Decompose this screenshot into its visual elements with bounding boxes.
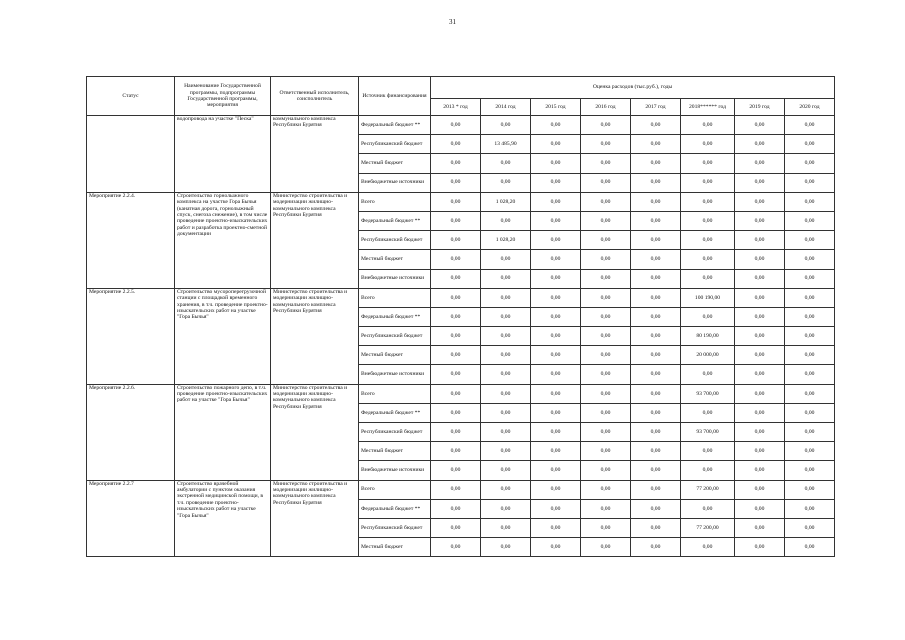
executor-cell: Министерство строительства и модернизации жилищно-коммунального комплекса Республики Бурятия [271,384,359,480]
value-cell: 0,00 [581,442,631,461]
value-cell: 0,00 [431,384,481,403]
value-cell: 0,00 [735,135,785,154]
executor-cell: коммунального комплекса Республики Бурятия [271,116,359,193]
source-cell: Республиканский бюджет [359,327,431,346]
header-year: 2017 год [631,99,681,116]
value-cell: 0,00 [735,307,785,326]
value-cell: 0,00 [481,307,531,326]
value-cell: 0,00 [631,192,681,211]
value-cell: 0,00 [735,116,785,135]
value-cell: 0,00 [581,346,631,365]
value-cell: 0,00 [735,423,785,442]
value-cell: 0,00 [531,461,581,480]
value-cell: 0,00 [581,499,631,518]
value-cell: 0,00 [735,173,785,192]
value-cell: 0,00 [431,538,481,557]
value-cell: 0,00 [431,442,481,461]
value-cell: 0,00 [431,192,481,211]
value-cell: 0,00 [481,442,531,461]
value-cell: 0,00 [581,269,631,288]
value-cell: 0,00 [581,403,631,422]
value-cell: 0,00 [581,461,631,480]
value-cell: 0,00 [681,365,735,384]
executor-cell: Министерство строительства и модернизации жилищно-коммунального комплекса Республики Бурятия [271,192,359,288]
table-body [87,116,835,557]
header-year: 2020 год [785,99,835,116]
value-cell: 0,00 [581,327,631,346]
value-cell: 0,00 [481,499,531,518]
value-cell: 0,00 [681,116,735,135]
value-cell: 0,00 [785,231,835,250]
value-cell: 0,00 [531,423,581,442]
value-cell: 0,00 [735,154,785,173]
source-cell: Республиканский бюджет [359,231,431,250]
value-cell: 0,00 [735,480,785,499]
value-cell: 0,00 [631,480,681,499]
value-cell: 0,00 [481,384,531,403]
value-cell: 0,00 [631,154,681,173]
value-cell: 77 200,00 [681,518,735,537]
value-cell: 0,00 [681,499,735,518]
value-cell: 0,00 [631,173,681,192]
value-cell: 0,00 [631,346,681,365]
source-cell: Внебюджетные источники [359,173,431,192]
value-cell: 0,00 [431,518,481,537]
source-cell: Всего [359,480,431,499]
value-cell: 0,00 [785,135,835,154]
value-cell: 0,00 [681,442,735,461]
value-cell: 0,00 [785,346,835,365]
source-cell: Местный бюджет [359,250,431,269]
value-cell: 0,00 [785,423,835,442]
value-cell: 0,00 [631,538,681,557]
value-cell: 0,00 [431,499,481,518]
value-cell: 0,00 [531,288,581,307]
status-cell: Мероприятие 2.2.4. [87,192,175,288]
value-cell: 0,00 [431,116,481,135]
header-year: 2019 год [735,99,785,116]
value-cell: 0,00 [431,365,481,384]
value-cell: 20 000,00 [681,346,735,365]
value-cell: 0,00 [735,403,785,422]
value-cell: 0,00 [531,518,581,537]
value-cell: 0,00 [631,365,681,384]
value-cell: 0,00 [431,327,481,346]
value-cell: 0,00 [481,288,531,307]
value-cell: 0,00 [631,250,681,269]
value-cell: 0,00 [581,538,631,557]
value-cell: 0,00 [631,327,681,346]
value-cell: 0,00 [785,154,835,173]
value-cell: 0,00 [631,307,681,326]
value-cell: 0,00 [431,480,481,499]
value-cell: 0,00 [631,499,681,518]
value-cell: 0,00 [785,288,835,307]
value-cell: 0,00 [631,288,681,307]
value-cell: 0,00 [581,231,631,250]
value-cell: 0,00 [785,365,835,384]
value-cell: 0,00 [735,518,785,537]
table-row [87,288,835,307]
header-year: 2013 * год [431,99,481,116]
value-cell: 0,00 [785,461,835,480]
value-cell: 0,00 [481,423,531,442]
value-cell: 0,00 [531,307,581,326]
value-cell: 0,00 [481,538,531,557]
name-cell: Строительство мусороперегрузочной станции с площадкой временного хранения, в т.ч. проведение проектно-изыскательских работ на участке "Гора Бычья" [175,288,271,384]
value-cell: 0,00 [531,365,581,384]
value-cell: 80 190,00 [681,327,735,346]
value-cell: 0,00 [531,346,581,365]
value-cell: 0,00 [481,403,531,422]
name-cell: Строительство пожарного депо, в т.ч. проведение проектно-изыскательских работ на участке "Гора Бычья" [175,384,271,480]
value-cell: 0,00 [581,288,631,307]
value-cell: 0,00 [481,461,531,480]
value-cell: 0,00 [735,499,785,518]
value-cell: 0,00 [681,403,735,422]
value-cell: 0,00 [785,192,835,211]
value-cell: 0,00 [531,403,581,422]
source-cell: Внебюджетные источники [359,269,431,288]
value-cell: 0,00 [681,461,735,480]
value-cell: 0,00 [735,384,785,403]
table-row [87,116,835,135]
header-executor: Ответственный исполнитель, соисполнитель [271,77,359,116]
value-cell: 0,00 [531,211,581,230]
value-cell: 0,00 [481,250,531,269]
value-cell: 0,00 [785,327,835,346]
value-cell: 100 190,00 [681,288,735,307]
source-cell: Внебюджетные источники [359,461,431,480]
value-cell: 0,00 [681,154,735,173]
source-cell: Федеральный бюджет ** [359,499,431,518]
value-cell: 0,00 [631,384,681,403]
header-estimate: Оценка расходов (тыс.руб.), годы [431,77,835,99]
status-cell: Мероприятие 2.2.7 [87,480,175,557]
value-cell: 0,00 [531,250,581,269]
source-cell: Всего [359,192,431,211]
value-cell: 0,00 [431,173,481,192]
value-cell: 0,00 [785,384,835,403]
value-cell: 1 028,20 [481,192,531,211]
value-cell: 0,00 [631,442,681,461]
value-cell: 0,00 [431,288,481,307]
header-year: 2016 год [581,99,631,116]
value-cell: 0,00 [481,518,531,537]
value-cell: 0,00 [481,269,531,288]
status-cell: Мероприятие 2.2.5. [87,288,175,384]
value-cell: 0,00 [431,154,481,173]
value-cell: 0,00 [735,538,785,557]
value-cell: 0,00 [581,518,631,537]
value-cell: 0,00 [785,250,835,269]
table-row [87,192,835,211]
source-cell: Местный бюджет [359,442,431,461]
value-cell: 0,00 [735,250,785,269]
source-cell: Всего [359,384,431,403]
value-cell: 0,00 [481,173,531,192]
value-cell: 0,00 [581,250,631,269]
value-cell: 0,00 [431,269,481,288]
value-cell: 0,00 [581,384,631,403]
value-cell: 0,00 [735,442,785,461]
value-cell: 0,00 [481,211,531,230]
value-cell: 0,00 [681,538,735,557]
value-cell: 0,00 [431,211,481,230]
source-cell: Республиканский бюджет [359,518,431,537]
value-cell: 0,00 [531,154,581,173]
value-cell: 0,00 [735,231,785,250]
value-cell: 0,00 [581,365,631,384]
value-cell: 0,00 [785,480,835,499]
value-cell: 0,00 [431,423,481,442]
value-cell: 0,00 [531,480,581,499]
value-cell: 0,00 [631,135,681,154]
value-cell: 0,00 [785,173,835,192]
value-cell: 0,00 [785,518,835,537]
value-cell: 0,00 [581,173,631,192]
value-cell: 0,00 [735,269,785,288]
value-cell: 1 028,20 [481,231,531,250]
value-cell: 0,00 [431,346,481,365]
name-cell: водопровода на участке "Песка" [175,116,271,193]
value-cell: 0,00 [481,365,531,384]
executor-cell: Министерство строительства и модернизации жилищно-коммунального комплекса Республики Бурятия [271,288,359,384]
value-cell: 0,00 [431,250,481,269]
value-cell: 0,00 [681,135,735,154]
value-cell: 0,00 [431,403,481,422]
value-cell: 0,00 [581,154,631,173]
value-cell: 0,00 [631,269,681,288]
source-cell: Внебюджетные источники [359,365,431,384]
value-cell: 0,00 [531,135,581,154]
table-row [87,384,835,403]
value-cell: 0,00 [681,307,735,326]
value-cell: 0,00 [581,192,631,211]
value-cell: 0,00 [785,211,835,230]
value-cell: 0,00 [785,269,835,288]
source-cell: Местный бюджет [359,346,431,365]
value-cell: 93 700,00 [681,384,735,403]
source-cell: Местный бюджет [359,154,431,173]
value-cell: 0,00 [681,211,735,230]
header-name: Наименование Государственной программы, подпрограммы Государственной программы, мероприятия [175,77,271,116]
source-cell: Федеральный бюджет ** [359,211,431,230]
value-cell: 0,00 [631,518,681,537]
value-cell: 0,00 [681,231,735,250]
value-cell: 0,00 [581,307,631,326]
value-cell: 0,00 [785,116,835,135]
value-cell: 0,00 [481,154,531,173]
value-cell: 0,00 [531,538,581,557]
source-cell: Местный бюджет [359,538,431,557]
value-cell: 0,00 [631,423,681,442]
value-cell: 0,00 [631,461,681,480]
source-cell: Федеральный бюджет ** [359,307,431,326]
value-cell: 0,00 [735,365,785,384]
value-cell: 0,00 [531,499,581,518]
value-cell: 0,00 [681,250,735,269]
value-cell: 0,00 [531,116,581,135]
value-cell: 0,00 [481,116,531,135]
header-year: 2015 год [531,99,581,116]
source-cell: Федеральный бюджет ** [359,116,431,135]
expenditure-table [86,76,835,557]
status-cell: Мероприятие 2.2.6. [87,384,175,480]
value-cell: 0,00 [581,116,631,135]
value-cell: 0,00 [735,211,785,230]
value-cell: 0,00 [581,135,631,154]
page-number: 31 [449,18,456,26]
source-cell: Всего [359,288,431,307]
value-cell: 0,00 [431,231,481,250]
value-cell: 0,00 [531,269,581,288]
value-cell: 0,00 [481,346,531,365]
value-cell: 0,00 [735,327,785,346]
value-cell: 0,00 [785,538,835,557]
value-cell: 0,00 [735,346,785,365]
value-cell: 0,00 [481,327,531,346]
value-cell: 0,00 [785,442,835,461]
header-year: 2018****** год [681,99,735,116]
value-cell: 0,00 [681,192,735,211]
source-cell: Республиканский бюджет [359,135,431,154]
value-cell: 77 200,00 [681,480,735,499]
value-cell: 13 485,90 [481,135,531,154]
value-cell: 0,00 [785,499,835,518]
value-cell: 0,00 [681,269,735,288]
value-cell: 0,00 [631,211,681,230]
value-cell: 0,00 [531,384,581,403]
value-cell: 93 700,00 [681,423,735,442]
value-cell: 0,00 [531,231,581,250]
value-cell: 0,00 [581,211,631,230]
value-cell: 0,00 [531,173,581,192]
header-year: 2014 год [481,99,531,116]
header-source: Источник финансирования [359,77,431,116]
value-cell: 0,00 [735,192,785,211]
value-cell: 0,00 [531,442,581,461]
value-cell: 0,00 [735,461,785,480]
value-cell: 0,00 [531,192,581,211]
source-cell: Республиканский бюджет [359,423,431,442]
value-cell: 0,00 [785,403,835,422]
value-cell: 0,00 [531,327,581,346]
value-cell: 0,00 [431,307,481,326]
value-cell: 0,00 [735,288,785,307]
executor-cell: Министерство строительства и модернизации жилищно-коммунального комплекса Республики Бурятия [271,480,359,557]
value-cell: 0,00 [481,480,531,499]
source-cell: Федеральный бюджет ** [359,403,431,422]
value-cell: 0,00 [431,135,481,154]
value-cell: 0,00 [631,116,681,135]
value-cell: 0,00 [631,231,681,250]
value-cell: 0,00 [431,461,481,480]
value-cell: 0,00 [581,423,631,442]
value-cell: 0,00 [681,173,735,192]
header-status: Статус [87,77,175,116]
name-cell: Строительство горнолыжного комплекса на участке Гора Бычья (канатная дорога, горнолыжный спуск, снегоза снежение), в том числе проведение проектно-изыскательских работ и разработка проектно-сметной документации [175,192,271,288]
name-cell: Строительство врачебной амбулатории с пунктом оказания экстренной медицинской помощи, в т.ч. проведение проектно-изыскательских работ на участке "Гора Бычья" [175,480,271,557]
value-cell: 0,00 [785,307,835,326]
table-row [87,480,835,499]
status-cell [87,116,175,193]
value-cell: 0,00 [631,403,681,422]
value-cell: 0,00 [581,480,631,499]
